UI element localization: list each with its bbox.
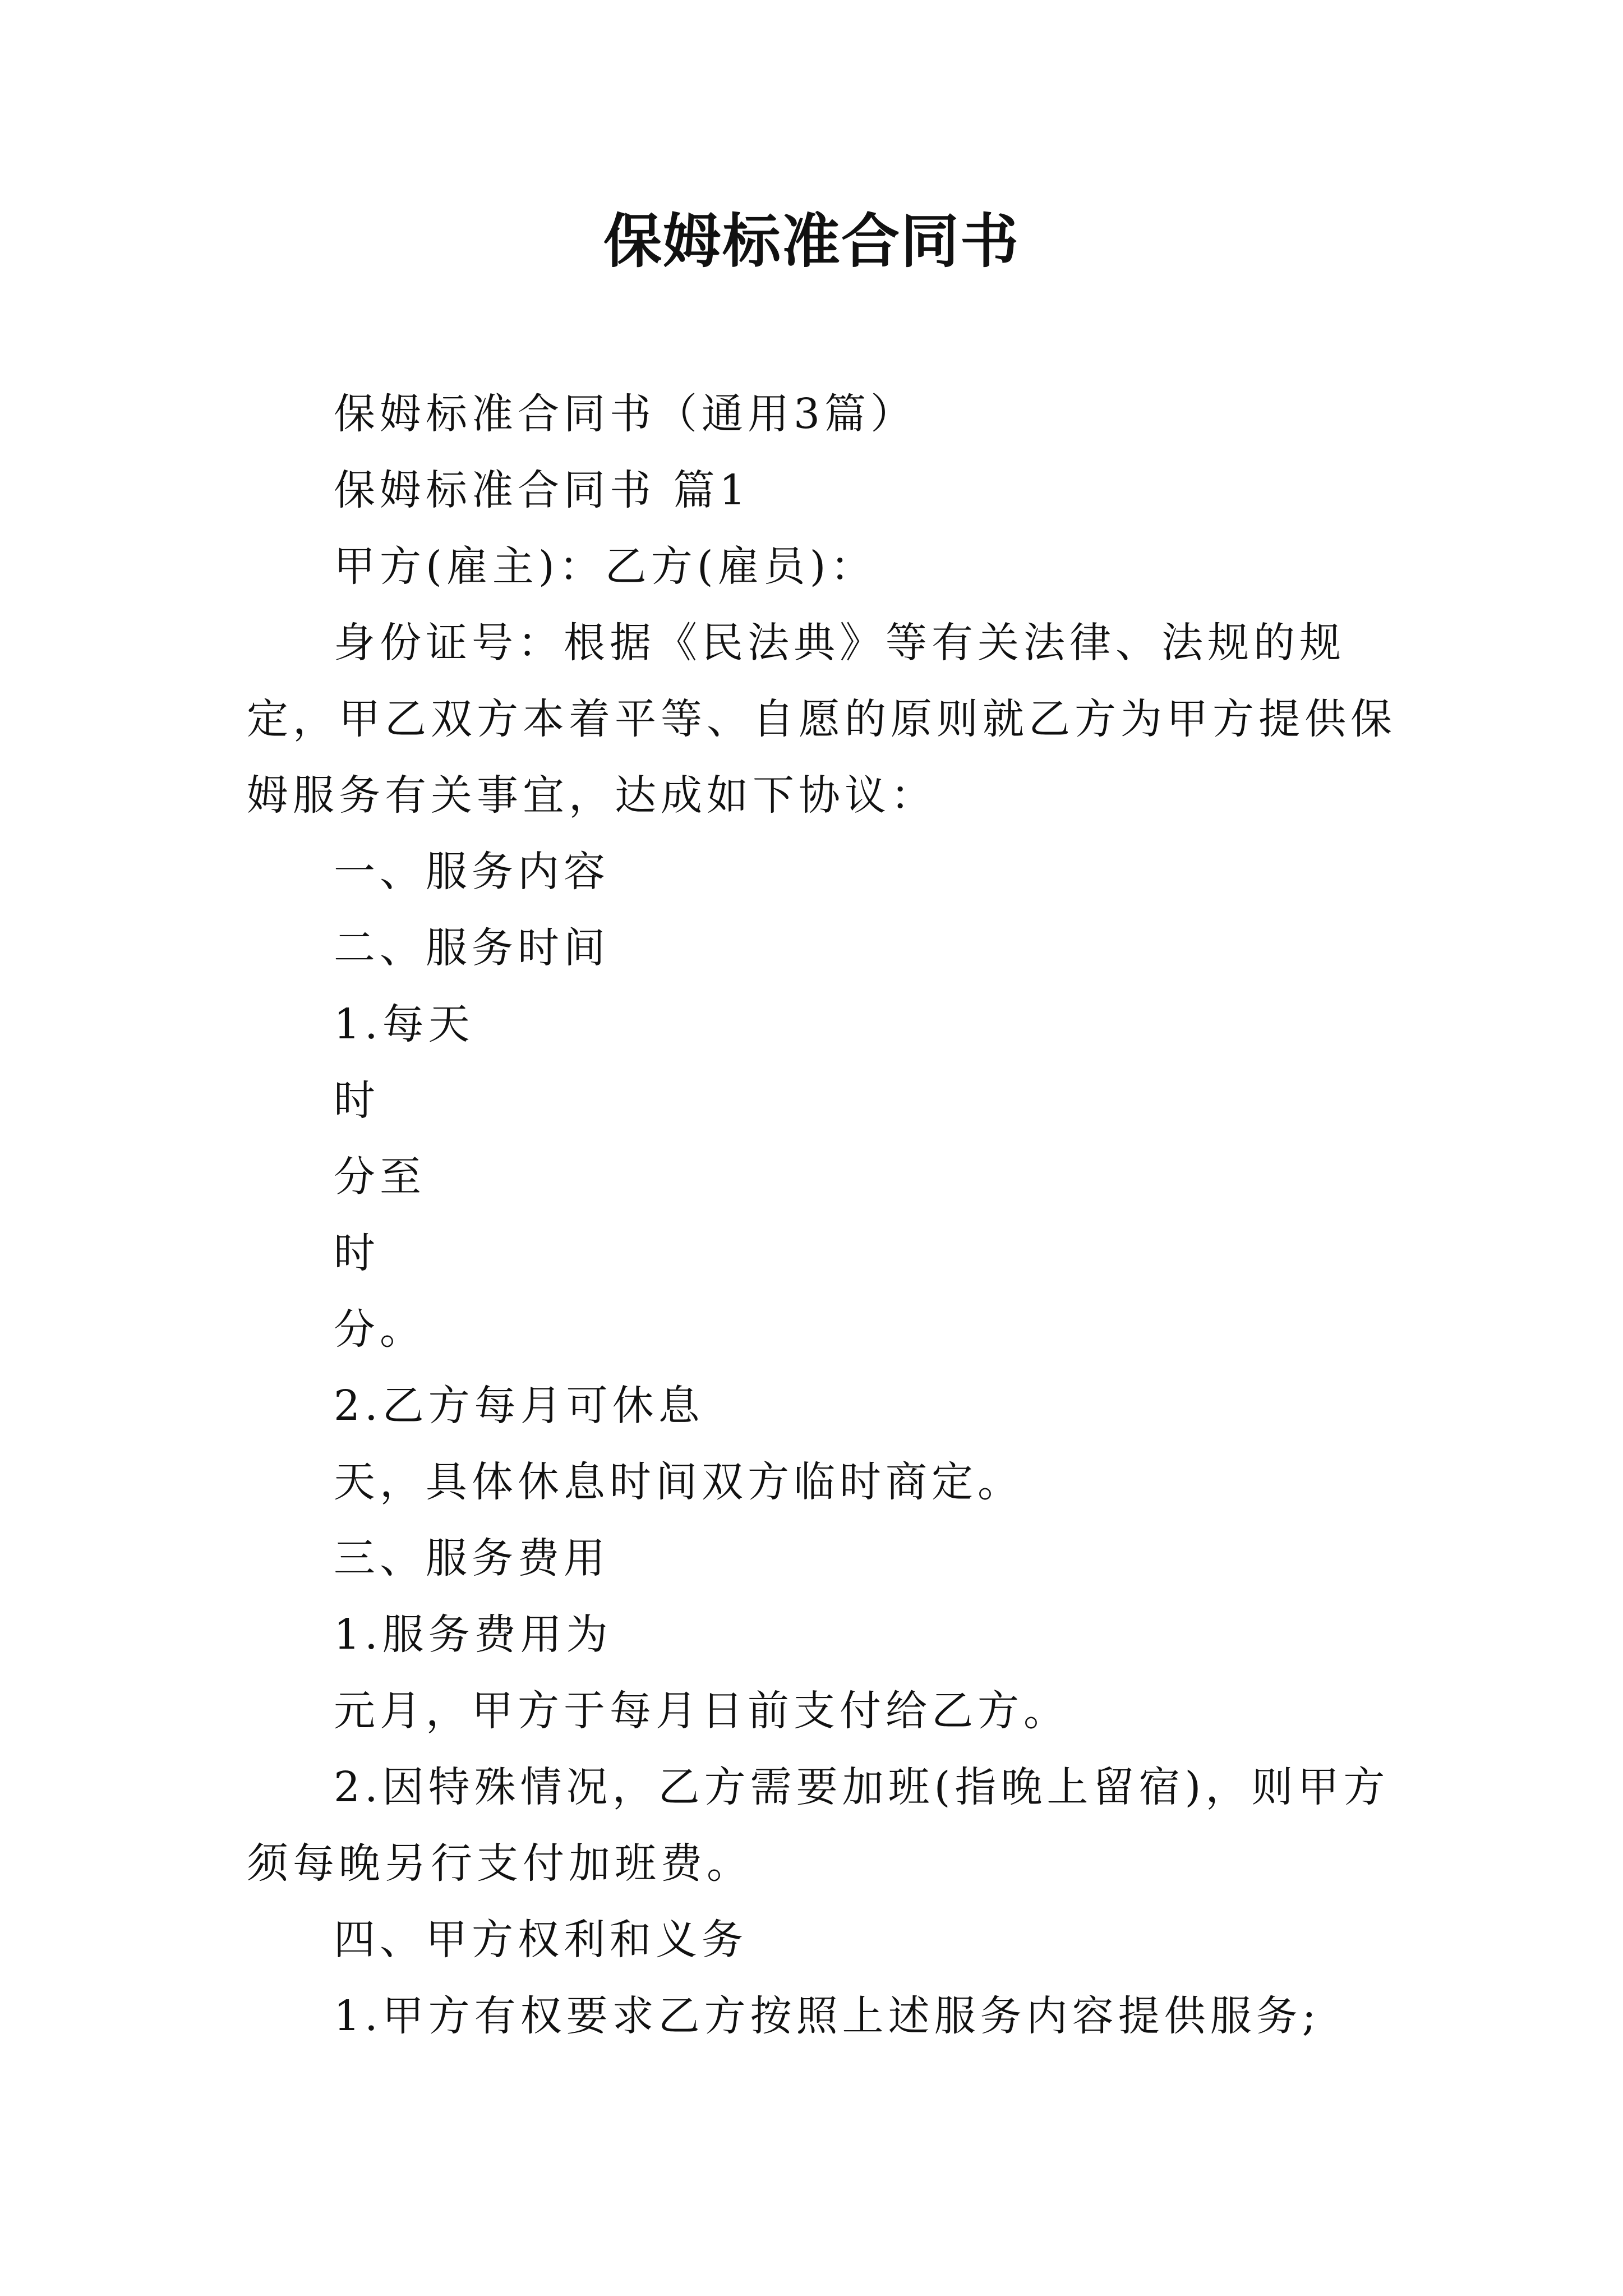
paragraph: 身份证号：根据《民法典》等有关法律、法规的规定，甲乙双方本着平等、自愿的原则就乙方为甲方提供保姆服务有关事宜，达成如下协议： [247,619,1396,820]
paragraph: 2.乙方每月可休息 [334,1382,704,1430]
paragraph: 时 [334,1229,380,1277]
paragraph: 保姆标准合同书 篇1 [334,466,750,514]
paragraph: 分。 [334,1305,426,1354]
paragraph: 三、服务费用 [334,1534,610,1582]
paragraph: 甲方(雇主)：乙方(雇员)： [334,542,877,591]
paragraph: 一、服务内容 [334,848,610,896]
paragraph: 分至 [334,1153,426,1201]
paragraph: 保姆标准合同书（通用3篇） [334,390,917,438]
paragraph: 1.服务费用为 [334,1611,612,1659]
paragraph: 四、甲方权利和义务 [334,1916,748,1964]
paragraph: 二、服务时间 [334,924,610,972]
paragraph: 元月，甲方于每月日前支付给乙方。 [334,1687,1069,1735]
paragraph: 1.甲方有权要求乙方按照上述服务内容提供服务; [334,1992,1321,2040]
paragraph: 1.每天 [334,1000,474,1048]
paragraph: 天，具体休息时间双方临时商定。 [334,1458,1023,1506]
paragraph: 时 [334,1076,380,1125]
document-body [247,376,1402,2054]
document-title: 保姆标准合同书 [603,207,1020,275]
paragraph: 2.因特殊情况，乙方需要加班(指晚上留宿)，则甲方须每晚另行支付加班费。 [247,1763,1390,1888]
